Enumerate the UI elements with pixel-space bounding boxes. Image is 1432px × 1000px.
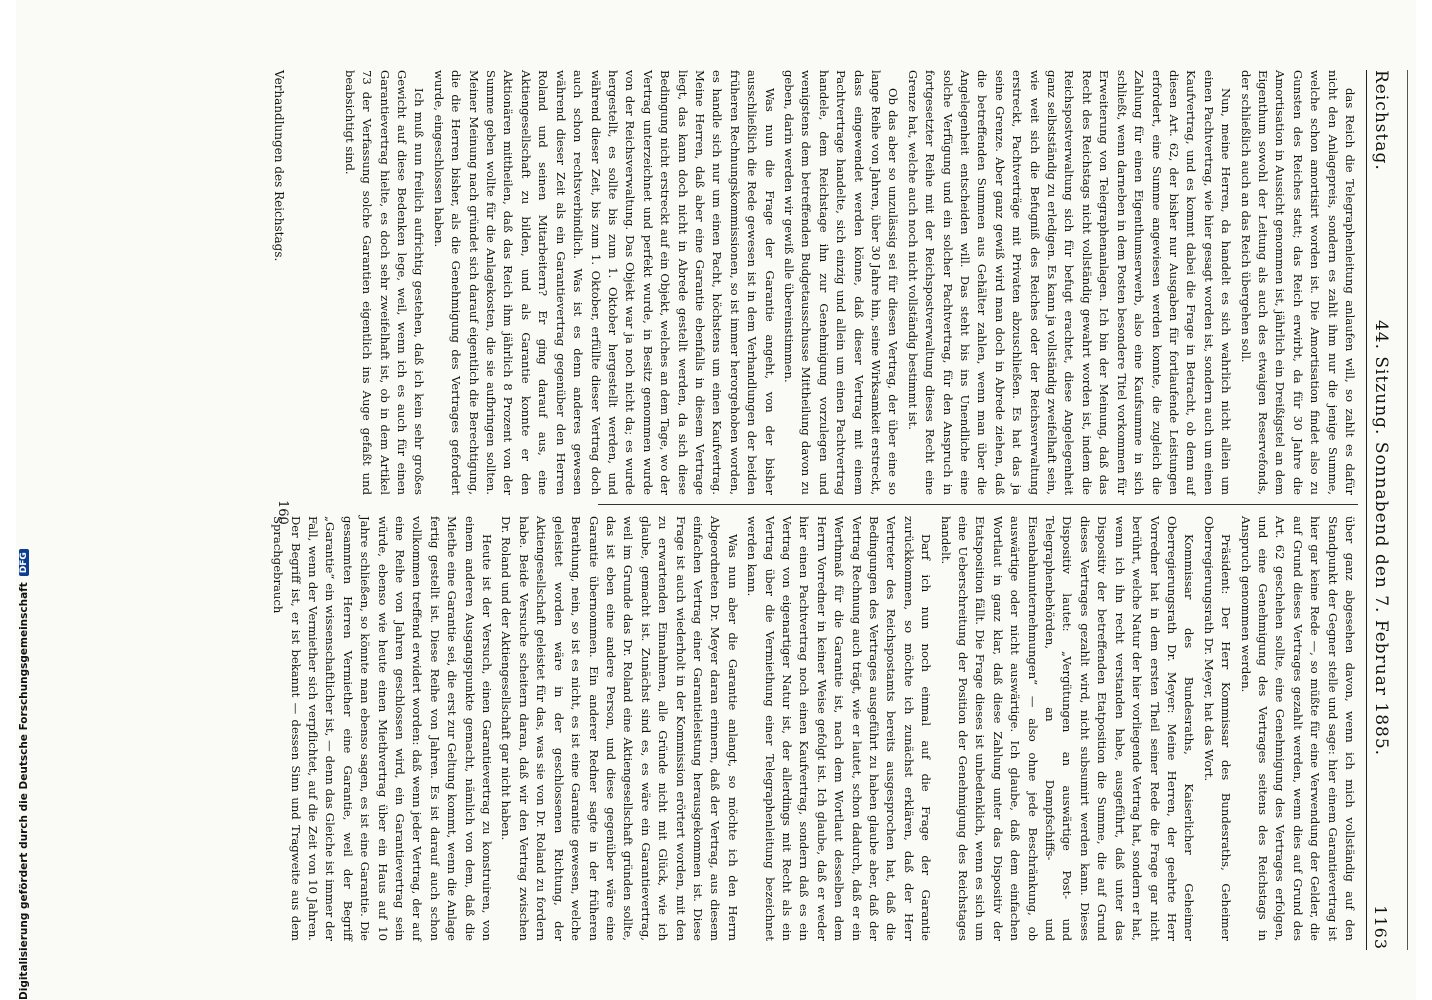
page-header <box>1366 70 1400 950</box>
top-rule <box>1407 70 1408 950</box>
credit-strip <box>0 0 30 1000</box>
paragraph: Präsident: Der Herr Kommissar des Bundesraths, Geheimer Oberregierungsrath Dr. Meyer, hat das Wort. <box>1201 516 1234 941</box>
paragraph: Was nun aber die Garantie anlangt, so möchte ich den Herrn Abgeordneten Dr. Meyer daran erinnern, daß der Vertrag, aus diesem einfachen Vertrag einer Garantieleistung herausgekommen ist. Diese Frage ist auch wiederholt in der Kommission erörtert worden, mit den zu erwartenden Einnahmen, alle Gründe nicht mit Glück, wie ich glaube, gemacht ist. Zunächst sind es, es wäre ein Garantievertrag, weil im Grunde das Dr. Roland eine Aktiengesellschaft gründen sollte, das ist eben eine andere Person, und diese gegenüber wäre eine Garantie übernommen. Ein anderer Redner sagte in der früheren Berathung, nein, so ist es nicht, es ist eine Garantie gewesen, welche geleistet worden wäre in der geschlossenen Richtung, der Aktiengesellschaft geleistet für das, was sie von Dr. Roland zu fordern habe. Beide Versuche scheitern daran, daß wir den Vertrag zwischen Dr. Roland und der Aktiengesellschaft gar nicht haben. <box>499 516 740 941</box>
footer-source: Verhandlungen des Reichstags. <box>272 70 286 262</box>
column-divider <box>598 504 1358 505</box>
credit-text-rotated <box>16 0 32 1000</box>
paragraph: Ob das aber so unzulässig sei für diesen Vertrag, der über eine so lange Reihe von Jahren, über 30 Jahre hin, seine Wirksamkeit erstreckt, dass eingewendet werden könne, daß dieser Vertrag mit einem Pachtvertrage handelte, sich einzig und allein um einen Pachtvertrag handele, dem Reichstage ihn zur Genehmigung vorzulegen und wenigstens dem betreffenden Budgetausschusse Mittheilung davon zu geben, darin werden wir gewiß alle übereinstimmen. <box>782 70 901 495</box>
left-column <box>278 70 1358 495</box>
dfg-logo: DFG <box>19 549 29 576</box>
paragraph: Darf ich nun noch einmal auf die Frage der Garantie zurückkommen, so möchte ich zunächst erklären, daß der Herr Vertreter des Reichspostamts bereits ausgesprochen hat, daß die Bedingungen des Vertrages ausgeführt zu haben glaube aber, daß der Vertrag Rechnung auch trägt, wie er lautet, schon dadurch, daß er ein Werthmaß für die Garantie ist, nach dem Wortlaut desselben dem Herrn Vorredner in keiner Weise gefolgt ist. Ich glaube, daß er weder hier einen Pachtvertrag noch einen Kaufvertrag, sondern daß es ein Vertrag von eigenartiger Natur ist, der allerdings mit Recht als ein Vertrag über die Vermiethung einer Telegraphenleitung bezeichnet werden kann. <box>745 516 934 941</box>
credit-label: Digitalisierung gefördert durch die Deutsche Forschungsgemeinschaft <box>18 582 30 1000</box>
right-column <box>271 516 1358 941</box>
paragraph: Nun, meine Herren, da handelt es sich wahrlich nicht allein um einen Pachtvertrag, wie hier gesagt worden ist, sondern auch um einen Kaufvertrag, und es kommt dabei die Frage in Betracht, ob denn auf diesen Art. 62, der bisher nur Ausgaben für fortlaufende Leistungen erfordert, eine Summe angewiesen werden konnte, die zugleich die Zahlung für einen Eigenthumserwerb, also eine Kaufsumme in sich schließt, wenn darneben in dem Posten besondere Titel vorkommen für Erweiterung von Telegraphenanlagen. Ich bin der Meinung, daß das Recht des Reichstags nicht vollständig gewahrt worden ist, indem die Reichspostverwaltung sich für befugt erachtet, diese Angelegenheit ganz selbstständig zu erledigen. Es kann ja vollständig zweifelhaft sein, wie weit sich die Befugniß des Reiches oder der Reichsverwaltung erstreckt, Pachtverträge mit Privaten abzuschließen. Es hat das ja seine Grenze. Aber ganz gewiß wird man doch in Abrede ziehen, daß die betreffenden Summen aus Gehälter zahlen, wenn man über die Angelegenheit entscheiden will. Das steht bis ins Unendliche eine solche Verfügung und ein solcher Pachtvertrag, für den Anspruch in fortgesetzter Reihe mit der Reichspostverwaltung dieses Recht eine Grenze hat, welche auch noch nicht vollständig bestimmt ist. <box>905 70 1234 495</box>
header-left: Reichstag. <box>1371 70 1391 171</box>
header-page-number: 1163 <box>1371 905 1390 950</box>
paragraph: Was nun die Frage der Garantie angeht, von der bisher ausschließlich die Rede gewesen ist in dem Verhandlungen der beiden früheren Rechnungskommissionen, so ist immer herorgehoben worden, es handle sich nur um einen Pacht, höchstens um einen Kaufvertrag. Meine Herren, daß aber eine Garantie ebenfalls in diesem Vertrage liegt, das kann doch nicht in Abrede gestellt werden, da sich diese Bedingung nicht erstreckt auf ein Objekt, welches an dem Tage, wo der Vertrag unterzeichnet und perfekt wurde, in Besitz genommen wurde von der Reichsverwaltung. Das Objekt war ja noch nicht da; es wurde hergestellt, es sollte bis zum 1. Oktober hergestellt werden, und während dieser Zeit, bis zum 1. Oktober, erfüllte dieser Vertrag doch auch schon rechtsverbindlich. Was ist es denn anderes gewesen während dieser Zeit als ein Garantievertrag gegenüber den Herren Roland und seinen Mitarbeitern? Er ging darauf aus, eine Aktiengesellschaft zu bilden, und als Garantie konnte er den Aktionären mittheilen, daß das Reich ihm jährlich 8 Prozent von der Summe geben wollte für die Anlagekosten, die sie aufbringen sollten. Meiner Meinung nach gründet sich darauf eigentlich die Berechtigung, die die Herren bisher, als die Genehmigung des Vertrages gefordert wurde, eingeschlossen haben. <box>431 70 777 495</box>
paragraph: Heute ist der Versuch, einen Garantievertrag zu konstruiren, von einem anderen Ausgangspunkte gemacht, nämlich von dem, daß die Miethe eine Garantie sei, die erst zur Geltung kommt, wenn die Anlage fertig gestellt ist. Diese Reihe von Jahren. Es ist darauf auch schon vollkommen treffend erwidert worden: daß wenn jeder Vertrag, der auf eine Reihe von Jahren geschlossen wird, ein Garantievertrag sein würde, ebenso wie heute einen Miethvertrag über ein Haus auf 10 Jahre schließen, so könnte man ebenso sagen, es ist eine Garantie. Die gesammten Herren Vermiether eine Garantie, weil der Begriff „Garantie“ ein wissenschaftlicher ist, — denn das Gleiche ist immer der Fall, wenn der Vermiether sich verpflichtet, auf die Zeit von 10 Jahren. Der Begriff ist, er ist bekannt — dessen Sinn und Tragweite aus dem Sprachgebrauch <box>271 516 495 941</box>
footer-page-number: 160 <box>275 500 290 525</box>
rotated-newspaper-page <box>16 0 1416 1000</box>
paragraph: Kommissar des Bundesraths, Kaiserlicher Geheimer Oberregierungsrath Dr. Meyer: Meine Herren, der geehrte Herr Vorredner hat in dem ersten Theil seiner Rede die Frage gar nicht berührt, welche Natur der hier vorliegende Vertrag hat, sondern er hat, wenn ich ihn recht verstanden habe, ausgeführt, daß unter das Dispositiv der betreffenden Etatposition die Summe, die auf Grund dieses Vertrages gezahlt wird, nicht subsumirt werden kann. Dieses Dispositiv lautet: „Vergütungen an auswärtige Post- und Telegraphenbehörden, an Dampfschiffs- und Eisenbahnunternehmungen“ — also ohne jede Beschränkung, ob auswärtige oder nicht auswärtige. Ich glaube, daß dem einfachen Wortlaut in ganz klar, daß diese Zahlung unter das Dispositiv der Etatsposition fällt. Die Frage dieses ist unbedenklich, wenn es sich um eine Ueberschreitung der Position der Genehmigung des Reichstages handelt. <box>938 516 1197 941</box>
paragraph: das Reich die Telegraphenleitung anlaufen will, so zahlt es dafür nicht den Anlagepreis, sondern es zahlt ihm nur die jenige Summe, welche schon amortisirt worden ist. Die Amortisation findet also zu Gunsten des Reiches statt; das Reich erwirbt, da für 30 Jahre die Amortisation in Aussicht genommen ist, jährlich ein Dreißigstel an dem Eigenthum sowohl der Leitung als auch des etwaigen Reservefonds, der schließlich auch an das Reich übergehen soll. <box>1238 70 1357 495</box>
paragraph: Ich muß nun freilich aufrichtig gestehen, daß ich kein sehr großes Gewicht auf diese Bedenken lege, weil, wenn ich es auch für einen Garantievertrag hielte, es doch sehr zweifelhaft ist, ob in dem Artikel 73 der Verfassung solche Garantien eigentlich ins Auge gefaßt und beabsichtigt sind. <box>342 70 427 495</box>
paragraph: über ganz abgesehen davon, wenn ich mich vollständig auf den Standpunkt der Gegner stelle und sage: hier einem Garantievertrag ist hier gar keine Rede —, so müßte für eine Verwendung der Gelder, die auf Grund dieses Vertrages gezahlt werden, wenn dies auf Grund des Art. 62 geschehen sollte, eine Genehmigung des Vertrages erfolgen, und eine Genehmigung des Vertrages seitens des Reichstags in Anspruch genommen werden. <box>1238 516 1357 941</box>
header-title: 44. Sitzung. Sonnabend den 7. Februar 1885. <box>1371 319 1391 757</box>
